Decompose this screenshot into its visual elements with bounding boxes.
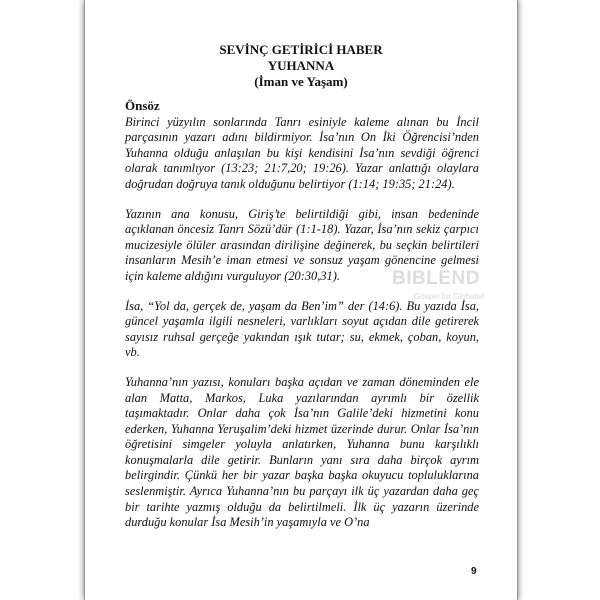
watermark-brand: BIBLEND [392,268,480,289]
preface-paragraph-4: Yuhanna’nın yazısı, konuları başka açıdan ve zaman döneminden ele alan Matta, Markos, Luka yazılarından ayrımlı bir özellik taşımaktadır. Onlar daha çok İsa’nın Galile’deki hizmetini konu ederken, Yuhanna Yeruşalim’deki hizmet üzerinde durur. Onlar İsa’nın öğretisini simgeler yoluyla anlatırken, Yuhanna bunu karşılıklı konuşmalarla dile getirir. Bunların yanı sıra daha birçok ayrım belirgindir. Çünkü her bir yazar başka başka okuyucu topluluklarına seslenmiştir. Ayrıca Yuhanna’nın bu parçayı ilk üç yazardan daha geç bir tarihte yazmış olduğu da belirtilmeli. İlk üç yazarın üzerinde durduğu konular İsa Mesih’in yaşamıyla ve O’na [125,374,479,530]
page-number: 9 [471,566,477,577]
preface-title: Önsöz [125,98,160,113]
heading-subtitle: (İman ve Yaşam) [254,74,348,89]
preface-paragraph-1: Birinci yüzyılın sonlarında Tanrı esiniyle kaleme alınan bu İncil parçasının yazarı adını bildirmiyor. İsa’nın On İki Öğrencisi’nden Yuhanna olduğu anlaşılan bu kişi kendisini İsa’nın sevdiği öğrenci olarak tanımlıyor (13:23; 21:7,20; 19:26). Yazar anlattığı olaylara doğrudan doğruya tanık olduğunu belirtiyor (1:14; 19:35; 21:24). [125,114,479,191]
preface-paragraph-3: İsa, “Yol da, gerçek de, yaşam da Ben’im” der (14:6). Bu yazıda İsa, güncel yaşamla ilgili nesneleri, varlıkları soyut açıdan dile getirerek sayısız ruhsal gerçeğe yakından ışık tutar; su, ekmek, çoban, koyun, vb. [125,298,479,360]
preface-section [125,98,479,545]
page-heading [85,42,517,90]
watermark-logo [392,268,522,310]
heading-title: SEVİNÇ GETİRİCİ HABER [219,42,383,57]
preface-paragraph-2: Yazının ana konusu, Giriş’te belirtildiği gibi, insan bedeninde açıklanan öncesiz Tanrı Sözü’dür (1:1-18). Yazar, İsa’nın sekiz çarpıcı mucizesiyle ölüler arasından dirilişine değinerek, bu seçkin belirtileri insanların Mesih’e iman etmesi ve sonsuz yaşam gönencine gelmesi için kaleme aldığını vurguluyor (20:30,31). [125,206,479,283]
watermark-tagline: Gospel for Globalist [414,292,485,301]
heading-book-name: YUHANNA [267,58,335,73]
